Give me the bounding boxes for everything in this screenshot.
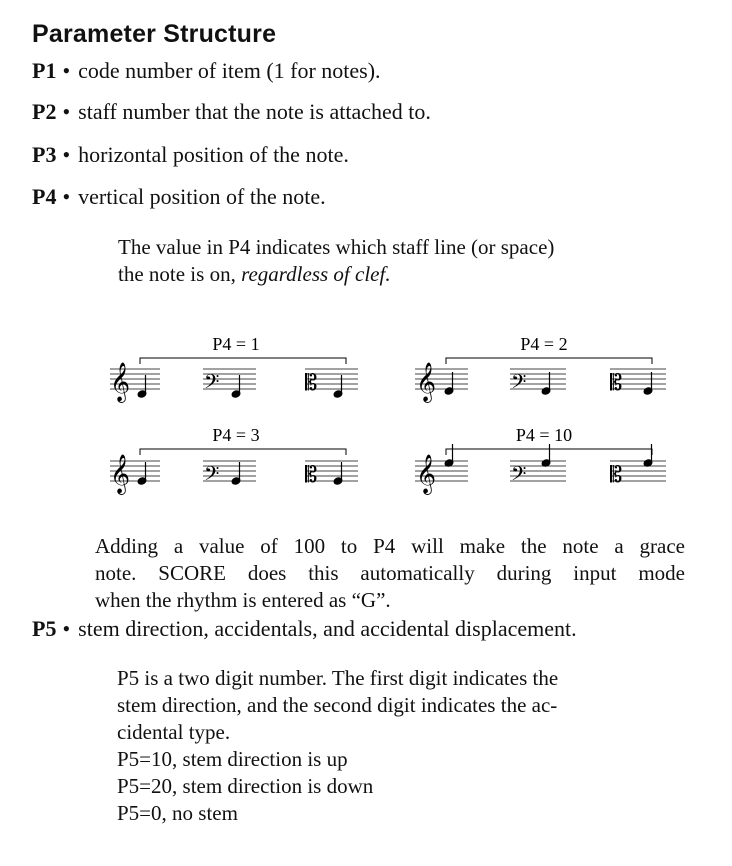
treble-clef-icon: 𝄞 [110, 364, 131, 401]
param-code: P4 [32, 184, 57, 209]
example-p4-3 [110, 425, 358, 495]
notes [137, 462, 343, 485]
p5-explanation-line: P5 is a two digit number. The first digit indicates the [117, 666, 559, 690]
bracket [446, 358, 652, 364]
treble-clef-icon: 𝄞 [416, 456, 437, 493]
grace-note-explanation [95, 533, 685, 614]
param-p5 [32, 616, 577, 642]
treble-clef-icon: 𝄞 [416, 364, 437, 401]
notes [444, 444, 653, 467]
param-code: P1 [32, 58, 57, 83]
bracket [446, 449, 652, 455]
bullet-icon: • [62, 616, 71, 641]
param-desc: code number of item (1 for notes). [78, 58, 381, 83]
staff-lines [415, 369, 666, 389]
example-label: P4 = 3 [212, 425, 260, 445]
bracket [140, 358, 346, 364]
alto-clef-icon: 𝄡 [610, 370, 623, 395]
example-label: P4 = 10 [515, 425, 573, 445]
notes [444, 372, 653, 395]
bullet-icon: • [62, 184, 71, 209]
alto-clef-icon: 𝄡 [610, 462, 623, 487]
p4-explanation-text: the note is on, [118, 262, 242, 286]
p5-explanation-line: P5=10, stem direction is up [117, 747, 348, 771]
param-code: P5 [32, 616, 57, 641]
example-p4-10 [415, 425, 666, 495]
bass-clef-icon: 𝄢 [204, 372, 220, 398]
param-code: P2 [32, 99, 57, 124]
param-p1 [32, 58, 381, 84]
p5-explanation-line: cidental type. [117, 720, 231, 744]
bass-clef-icon: 𝄢 [204, 464, 220, 490]
p5-explanation-line: P5=0, no stem [117, 801, 238, 825]
p4-explanation-line: The value in P4 indicates which staff line (or space) [118, 235, 555, 259]
alto-clef-icon: 𝄡 [305, 462, 318, 487]
treble-clef-icon: 𝄞 [110, 456, 131, 493]
p4-explanation-emphasis: regardless of clef. [241, 262, 391, 286]
bass-clef-icon: 𝄢 [511, 372, 527, 398]
bullet-icon: • [62, 58, 71, 83]
grace-note-line: note. SCORE does this automatically during input mode [95, 561, 685, 585]
param-desc: staff number that the note is attached to. [78, 99, 431, 124]
grace-note-line: Adding a value of 100 to P4 will make the note a grace [95, 534, 685, 558]
example-p4-1 [110, 334, 358, 403]
bracket [140, 449, 346, 455]
param-code: P3 [32, 142, 57, 167]
param-p4 [32, 184, 326, 210]
alto-clef-icon: 𝄡 [305, 370, 318, 395]
param-p2 [32, 99, 431, 125]
example-label: P4 = 1 [212, 334, 260, 354]
param-p3 [32, 142, 349, 168]
staff-lines [110, 369, 358, 389]
param-desc: stem direction, accidentals, and accidental displacement. [78, 616, 577, 641]
example-label: P4 = 2 [520, 334, 568, 354]
page-title: Parameter Structure [32, 20, 277, 48]
p4-explanation [118, 234, 663, 288]
p5-explanation [117, 665, 642, 827]
param-desc: vertical position of the note. [78, 184, 326, 209]
staff-lines [110, 461, 358, 481]
p5-explanation-line: P5=20, stem direction is down [117, 774, 374, 798]
notes [137, 375, 343, 398]
param-desc: horizontal position of the note. [78, 142, 349, 167]
bullet-icon: • [62, 99, 71, 124]
p5-explanation-line: stem direction, and the second digit indicates the ac- [117, 693, 558, 717]
p4-explanation-line [118, 261, 663, 288]
bullet-icon: • [62, 142, 71, 167]
bass-clef-icon: 𝄢 [511, 464, 527, 490]
grace-note-line: when the rhythm is entered as “G”. [95, 588, 391, 612]
example-p4-2 [415, 334, 666, 403]
staff-lines [415, 461, 666, 481]
